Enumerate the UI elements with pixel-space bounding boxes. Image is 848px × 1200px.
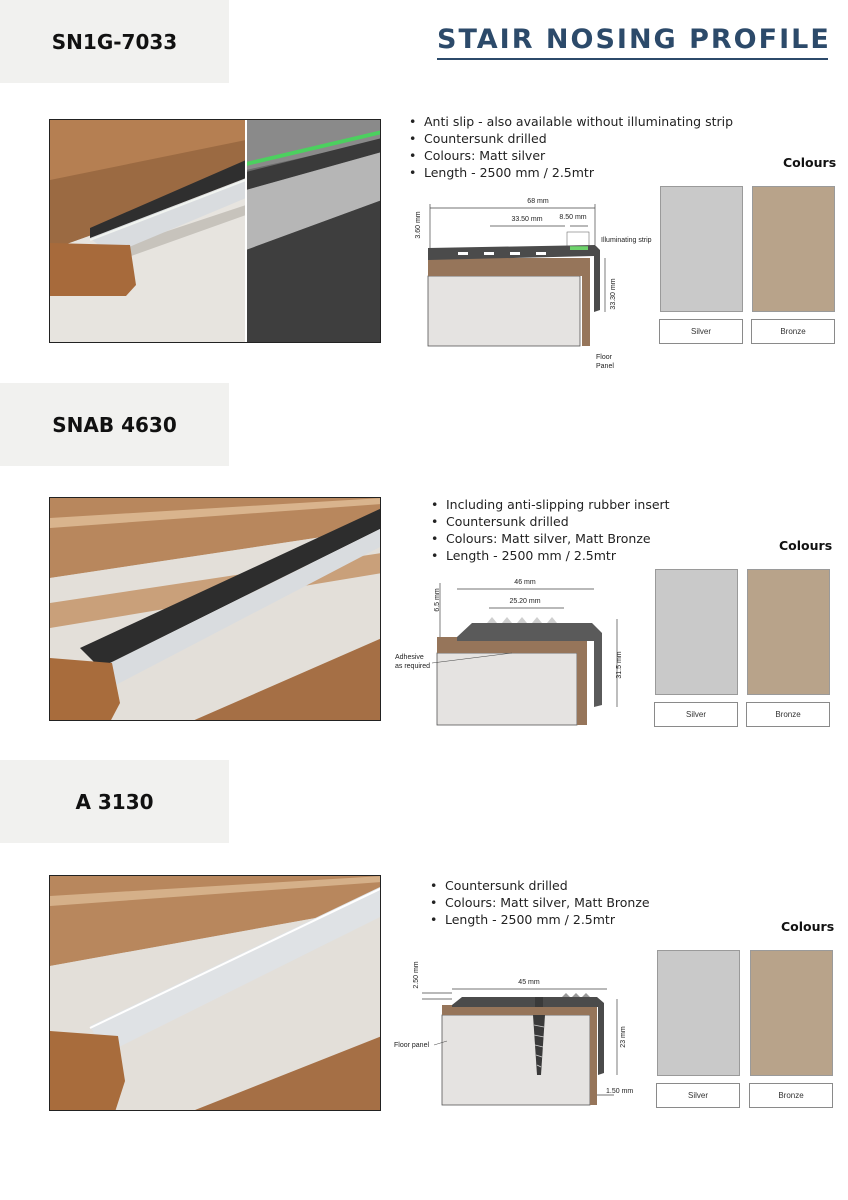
dim-strip: 8.50 mm bbox=[559, 214, 587, 221]
dim-width: 46 mm bbox=[514, 579, 536, 586]
swatch-bronze bbox=[747, 569, 830, 695]
colours-heading: Colours bbox=[781, 919, 835, 934]
feature-item: • Colours: Matt silver, Matt Bronze bbox=[429, 530, 749, 547]
adhesive-label: as required bbox=[395, 663, 431, 670]
feature-list bbox=[428, 877, 748, 928]
feature-item: • Including anti-slipping rubber insert bbox=[429, 496, 749, 513]
floor-label: Panel bbox=[596, 363, 614, 370]
swatch-label: Bronze bbox=[746, 702, 830, 727]
page-title: STAIR NOSING PROFILE bbox=[437, 24, 831, 55]
title-underline bbox=[437, 58, 828, 60]
feature-item: • Length - 2500 mm / 2.5mtr bbox=[428, 911, 748, 928]
feature-item: • Length - 2500 mm / 2.5mtr bbox=[429, 547, 749, 564]
swatch-label: Bronze bbox=[751, 319, 835, 344]
dim-depth: 33.30 mm bbox=[610, 278, 617, 310]
swatch-silver bbox=[657, 950, 740, 1076]
feature-item: • Countersunk drilled bbox=[428, 877, 748, 894]
feature-item: • Length - 2500 mm / 2.5mtr bbox=[407, 164, 747, 181]
product-code-box bbox=[0, 760, 229, 843]
profile-diagram bbox=[410, 190, 660, 375]
strip-label: Illuminating strip bbox=[601, 237, 652, 244]
profile-diagram bbox=[392, 955, 652, 1115]
product-photo bbox=[49, 497, 381, 721]
dim-height: 6.5 mm bbox=[434, 588, 441, 612]
dim-depth: 23 mm bbox=[620, 1026, 627, 1048]
swatch-silver bbox=[655, 569, 738, 695]
swatch-silver bbox=[660, 186, 743, 312]
swatch-label: Silver bbox=[659, 319, 743, 344]
colours-heading: Colours bbox=[783, 155, 837, 170]
product-code: SNAB 4630 bbox=[52, 412, 177, 437]
swatch-bronze bbox=[750, 950, 833, 1076]
adhesive-label: Adhesive bbox=[395, 654, 424, 661]
feature-item: • Colours: Matt silver bbox=[407, 147, 747, 164]
swatch-bronze bbox=[752, 186, 835, 312]
swatch-label: Bronze bbox=[749, 1083, 833, 1108]
product-code: SN1G-7033 bbox=[51, 29, 178, 54]
product-code-box bbox=[0, 383, 229, 466]
dim-width: 68 mm bbox=[527, 198, 549, 205]
product-photo bbox=[49, 875, 381, 1111]
feature-item: • Countersunk drilled bbox=[429, 513, 749, 530]
swatch-label: Silver bbox=[656, 1083, 740, 1108]
feature-list bbox=[407, 113, 747, 181]
floor-label: Floor panel bbox=[394, 1042, 430, 1049]
feature-item: • Colours: Matt silver, Matt Bronze bbox=[428, 894, 748, 911]
swatch-label: Silver bbox=[654, 702, 738, 727]
dim-inner: 33.50 mm bbox=[511, 216, 543, 223]
product-code-box bbox=[0, 0, 229, 83]
feature-list bbox=[429, 496, 749, 564]
dim-lip: 1.50 mm bbox=[606, 1088, 634, 1095]
product-photo bbox=[49, 119, 381, 343]
profile-diagram bbox=[392, 575, 642, 735]
floor-label: Floor bbox=[596, 354, 612, 361]
dim-height: 2.50 mm bbox=[413, 961, 420, 989]
dim-depth: 31.5 mm bbox=[616, 651, 623, 679]
product-code: A 3130 bbox=[75, 789, 154, 814]
feature-item: • Anti slip - also available without illuminating strip bbox=[407, 113, 747, 130]
dim-inner: 25.20 mm bbox=[509, 598, 541, 605]
dim-width: 45 mm bbox=[518, 979, 540, 986]
colours-heading: Colours bbox=[779, 538, 833, 553]
feature-item: • Countersunk drilled bbox=[407, 130, 747, 147]
dim-height: 3.60 mm bbox=[415, 211, 422, 239]
